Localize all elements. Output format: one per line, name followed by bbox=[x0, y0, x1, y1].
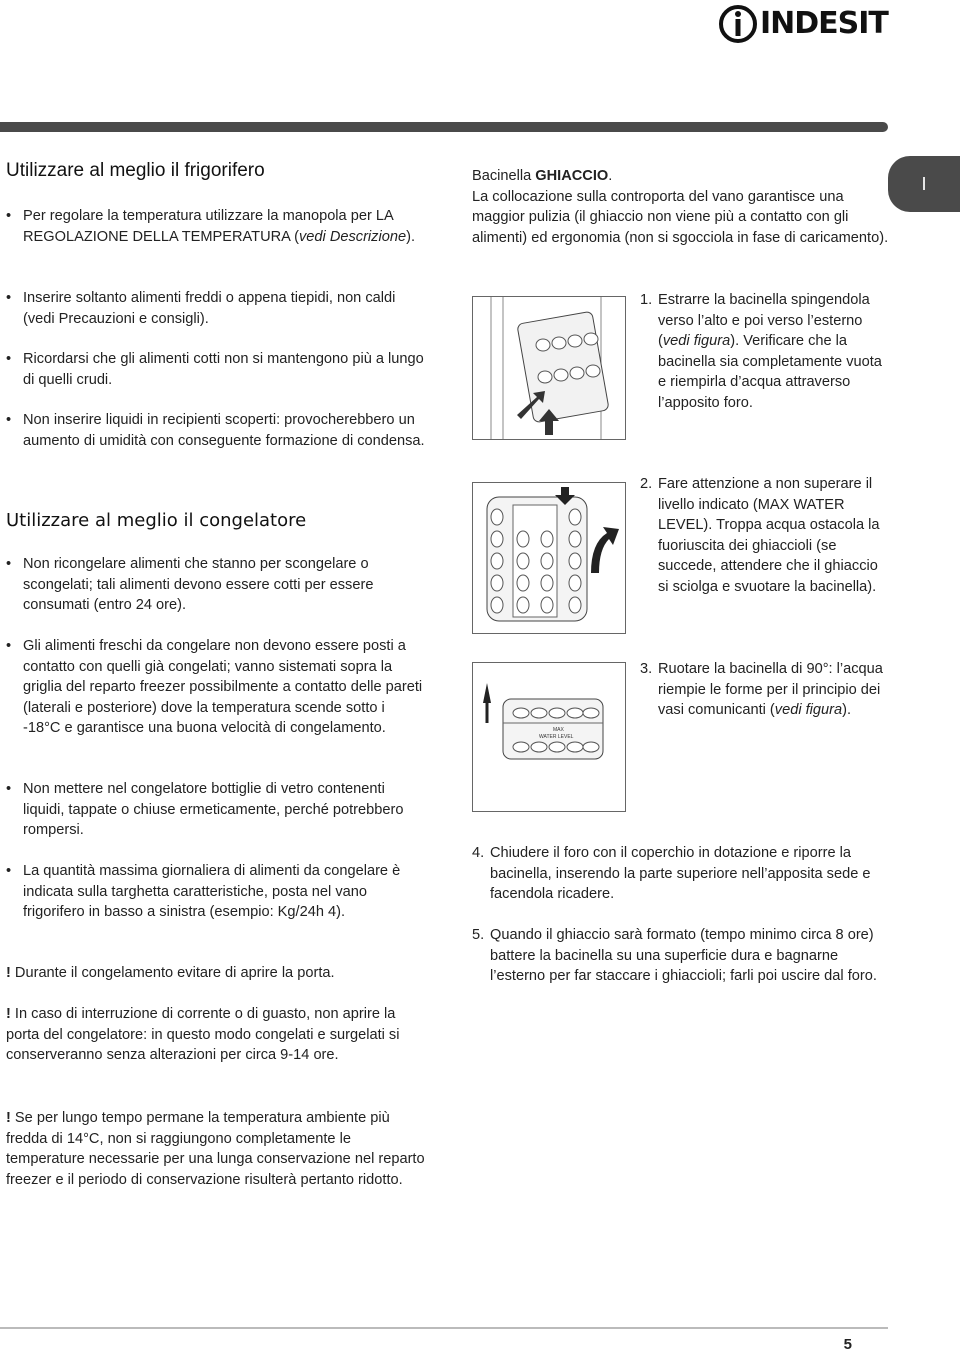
freezer-heading: Utilizzare al meglio il congelatore bbox=[6, 510, 307, 531]
footer-rule bbox=[0, 1327, 888, 1329]
fridge-bullet-1: • Per regolare la temperatura utilizzare la manopola per LA REGOLAZIONE DELLA TEMPERATURA (vedi Descrizione). bbox=[6, 208, 415, 245]
tray-extract-illustration-icon bbox=[473, 297, 625, 439]
figure-extract-tray bbox=[472, 296, 626, 440]
bullet-icon: • bbox=[6, 638, 12, 654]
warning-note-3: ! Se per lungo tempo permane la temperatura ambiente più fredda di 14°C, non si raggiungono completamente le temperature necessarie per una lunga conservazione nel reparto freezer e il periodo di conservazione risulterà pertanto ridotto. bbox=[6, 1110, 425, 1188]
bullet-icon: • bbox=[6, 556, 12, 572]
ice-tray-intro bbox=[472, 166, 892, 248]
bullet-icon: • bbox=[6, 351, 12, 367]
freezer-bullet-1: • Non ricongelare alimenti che stanno per scongelare o scongelati; tali alimenti devono essere cotti per essere consumati (entro 24 ore). bbox=[6, 556, 374, 613]
figure-rotate-tray bbox=[472, 662, 626, 812]
page-number: 5 bbox=[843, 1336, 852, 1353]
warning-note-1: ! Durante il congelamento evitare di aprire la porta. bbox=[6, 965, 335, 981]
fridge-bullet-3: • Ricordarsi che gli alimenti cotti non si mantengono più a lungo di quelli crudi. bbox=[6, 351, 424, 388]
freezer-bullet-4: • La quantità massima giornaliera di alimenti da congelare è indicata sulla targhetta caratteristiche, posta nel vano frigorifero in basso a sinistra (esempio: Kg/24h 4). bbox=[6, 863, 401, 920]
ice-tray-description: La collocazione sulla controporta del vano garantisce una maggior pulizia (il ghiaccio non viene più a contatto con gli alimenti) ed ergonomia (non si sgocciola in fase di caricamento). bbox=[472, 188, 889, 246]
fridge-bullet-2: • Inserire soltanto alimenti freddi o appena tiepidi, non caldi (vedi Precauzioni e consigli). bbox=[6, 290, 396, 327]
warning-note-2: ! In caso di interruzione di corrente o di guasto, non aprire la porta del congelatore: in questo modo congelati e surgelati si conserveranno senza alterazioni per circa 9-14 ore. bbox=[6, 1006, 400, 1063]
ice-tray-label: Bacinella GHIACCIO. bbox=[472, 168, 613, 184]
fig-max-label: MAX bbox=[553, 727, 564, 733]
bullet-icon: • bbox=[6, 290, 12, 306]
brand-name: INDESIT bbox=[760, 6, 888, 41]
freezer-bullet-3: • Non mettere nel congelatore bottiglie di vetro contenenti liquidi, tappate o chiuse ermeticamente, perché potrebbero rompersi. bbox=[6, 781, 404, 838]
language-tab: I bbox=[888, 156, 960, 212]
figure-fill-tray bbox=[472, 482, 626, 634]
fridge-bullet-4: • Non inserire liquidi in recipienti scoperti: provocherebbero un aumento di umidità con conseguente formazione di condensa. bbox=[6, 412, 425, 449]
bullet-icon: • bbox=[6, 412, 12, 428]
step-2: 2. Fare attenzione a non superare il livello indicato (MAX WATER LEVEL). Troppa acqua ostacola la fuoriuscita dei ghiaccioli (se succede, attendere che il ghiaccio si sciolga e svuotare la bacinella). bbox=[640, 476, 880, 595]
logo-emblem-icon bbox=[718, 2, 758, 46]
tray-rotate-illustration-icon bbox=[473, 663, 625, 811]
step-4: 4. Chiudere il foro con il coperchio in dotazione e riporre la bacinella, inserendo la parte superiore nell’apposita sede e facendola ricadere. bbox=[472, 845, 871, 902]
fig-water-level-label: WATER LEVEL bbox=[539, 734, 574, 740]
bullet-icon: • bbox=[6, 208, 12, 224]
bullet-icon: • bbox=[6, 863, 12, 879]
bullet-icon: • bbox=[6, 781, 12, 797]
freezer-bullet-2: • Gli alimenti freschi da congelare non devono essere posti a contatto con quelli già congelati; vanno sistemati sopra la griglia del reparto freezer possibilmente a contatto delle pareti (laterali e posteriore) dove la temperatura scende sotto i -18°C e garantisce una buona velocità di congelamento. bbox=[6, 638, 423, 736]
indesit-logo bbox=[718, 0, 898, 48]
step-3: 3. Ruotare la bacinella di 90°: l’acqua riempie le forme per il principio dei vasi comunicanti (vedi figura). bbox=[640, 661, 883, 718]
step-5: 5. Quando il ghiaccio sarà formato (tempo minimo circa 8 ore) battere la bacinella su una superficie dura e bagnarne l’esterno per far staccare i ghiaccioli; farli poi uscire dal foro. bbox=[472, 927, 877, 984]
step-1: 1. Estrarre la bacinella spingendola verso l’alto e poi verso l’esterno (vedi figura). Verificare che la bacinella sia completamente vuota e riempirla d’acqua attraverso l’apposito foro. bbox=[640, 292, 882, 411]
tray-fill-illustration-icon bbox=[473, 483, 625, 633]
header-rule bbox=[0, 122, 888, 132]
fridge-heading: Utilizzare al meglio il frigorifero bbox=[6, 160, 265, 181]
